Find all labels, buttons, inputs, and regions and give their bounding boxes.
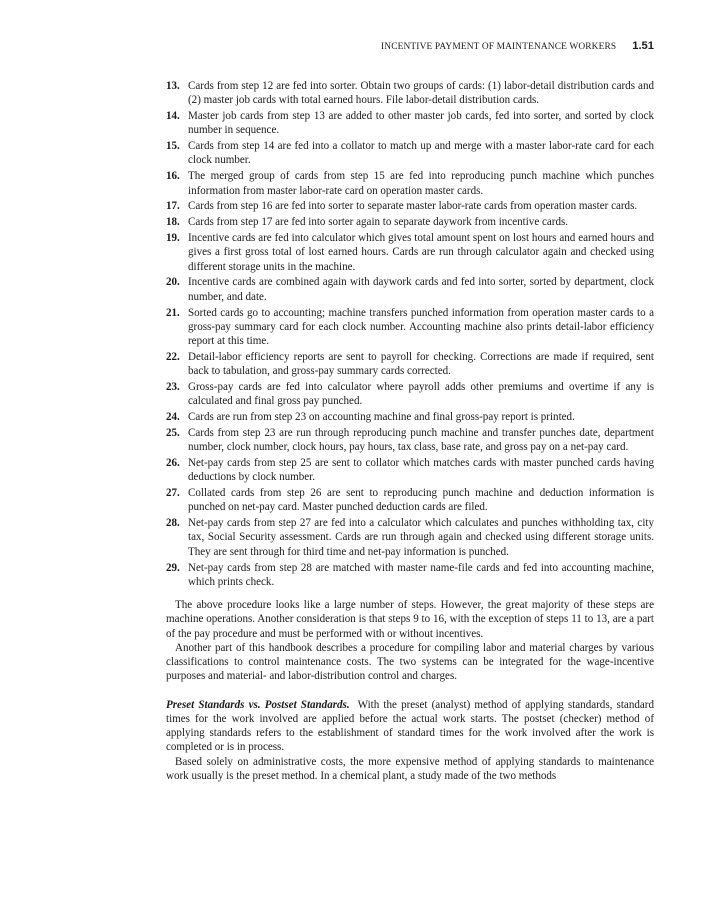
step-text: Cards from step 17 are fed into sorter again to separate daywork from incentive cards. — [188, 216, 569, 229]
paragraph-procedure-summary: The above procedure looks like a large number of steps. However, the great majority of these steps are machine operations. Another consideration is that steps 9 to 16, with the exception of steps 11 to 13, are a part of the pay procedure and must be performed with or without incentives. — [166, 599, 654, 640]
running-head: INCENTIVE PAYMENT OF MAINTENANCE WORKERS — [381, 42, 617, 52]
step-18 — [166, 215, 654, 229]
step-13 — [166, 79, 654, 108]
step-26 — [166, 456, 654, 485]
step-number: 27. — [166, 487, 180, 500]
step-text: Cards from step 23 are run through reproducing punch machine and transfer punches date, department number, clock number, clock hours, pay hours, tax class, base rate, and gross pay on a net-pay card. — [188, 426, 654, 454]
step-19 — [166, 231, 654, 274]
step-23 — [166, 380, 654, 409]
step-number: 19. — [166, 232, 180, 245]
step-text: Gross-pay cards are fed into calculator where payroll adds other premiums and overtime if any is calculated and final gross pay punched. — [188, 380, 654, 408]
step-text: Cards from step 14 are fed into a collator to match up and merge with a master labor-rate card for each clock number. — [188, 140, 654, 167]
step-number: 25. — [166, 426, 180, 439]
step-text: Net-pay cards from step 25 are sent to collator which matches cards with master punched cards having deductions by clock number. — [188, 456, 654, 484]
step-number: 22. — [166, 350, 180, 363]
step-text: Detail-labor efficiency reports are sent to payroll for checking. Corrections are made if required, sent back to tabulation, and gross-pay summary cards corrected. — [188, 350, 654, 378]
step-17 — [166, 199, 654, 213]
step-text: The merged group of cards from step 15 are fed into reproducing punch machine which punches information from master labor-rate card on operation master cards. — [188, 170, 654, 197]
step-29 — [166, 561, 654, 590]
step-15 — [166, 139, 654, 168]
step-text: Master job cards from step 13 are added to other master job cards, fed into sorter, and sorted by clock number in sequence. — [188, 110, 654, 137]
step-number: 14. — [166, 110, 180, 123]
step-text: Sorted cards go to accounting; machine transfers punched information from operation master cards to a gross-pay summary card for each clock number. Accounting machine also prints detail-labor efficiency report at this time. — [188, 306, 654, 347]
step-number: 28. — [166, 517, 180, 530]
step-number: 18. — [166, 216, 180, 229]
page-body — [166, 79, 654, 783]
step-number: 21. — [166, 306, 180, 319]
step-21 — [166, 306, 654, 349]
step-number: 20. — [166, 276, 180, 289]
paragraph-integration: Another part of this handbook describes a procedure for compiling labor and material charges by various classifications to control maintenance costs. The two systems can be integrated for the wage-incentive purposes and material- and labor-distribution control and charges. — [166, 641, 654, 683]
step-22 — [166, 350, 654, 379]
page-header — [166, 40, 654, 56]
step-28 — [166, 516, 654, 559]
section-heading: Preset Standards vs. Postset Standards. — [166, 698, 350, 711]
step-27 — [166, 486, 654, 515]
step-text: Collated cards from step 26 are sent to reproducing punch machine and deduction information is punched on net-pay card. Master punched deduction cards are filed. — [188, 487, 654, 514]
step-number: 15. — [166, 140, 180, 153]
step-number: 29. — [166, 561, 180, 574]
step-number: 16. — [166, 170, 180, 183]
step-number: 13. — [166, 80, 180, 92]
step-16 — [166, 169, 654, 198]
step-text: Cards from step 16 are fed into sorter to separate master labor-rate cards from operation master cards. — [188, 200, 638, 213]
section-preset-postset — [166, 698, 654, 755]
step-number: 17. — [166, 200, 180, 213]
step-20 — [166, 275, 654, 304]
step-number: 24. — [166, 411, 180, 424]
section-paragraph-2: Based solely on administrative costs, the more expensive method of applying standards to maintenance work usually is the preset method. In a chemical plant, a study made of the two methods — [166, 755, 654, 782]
step-number: 26. — [166, 456, 180, 469]
step-text: Incentive cards are fed into calculator which gives total amount spent on lost hours and earned hours and gives a first gross total of lost earned hours. Cards are run through calculator again and checked using different storage units in the machine. — [188, 232, 654, 273]
section-paragraph-1: With the preset (analyst) method of applying standards, standard times for the work involved are applied before the actual work starts. The postset (checker) method of applying standards refers to the establishment of standard times for the work involved after the work is completed or is in process. — [166, 698, 654, 754]
step-text: Cards from step 12 are fed into sorter. Obtain two groups of cards: (1) labor-detail distribution cards and (2) master job cards with total earned hours. File labor-detail distribution cards. — [188, 80, 654, 107]
page-number: 1.51 — [632, 40, 654, 52]
step-text: Cards are run from step 23 on accounting machine and final gross-pay report is printed. — [188, 411, 575, 424]
step-24 — [166, 410, 654, 424]
step-25 — [166, 426, 654, 455]
procedure-steps-list — [166, 79, 654, 589]
step-text: Net-pay cards from step 27 are fed into a calculator which calculates and punches withholding tax, city tax, Social Security assessment. Cards are run through again and checked using different storage units. They are sent through for third time and net-pay information is punched. — [188, 517, 654, 558]
step-14 — [166, 109, 654, 138]
step-text: Net-pay cards from step 28 are matched with master name-file cards and fed into accounting machine, which prints check. — [188, 561, 654, 588]
step-text: Incentive cards are combined again with daywork cards and fed into sorter, sorted by department, clock number, and date. — [188, 276, 654, 303]
step-number: 23. — [166, 380, 180, 393]
